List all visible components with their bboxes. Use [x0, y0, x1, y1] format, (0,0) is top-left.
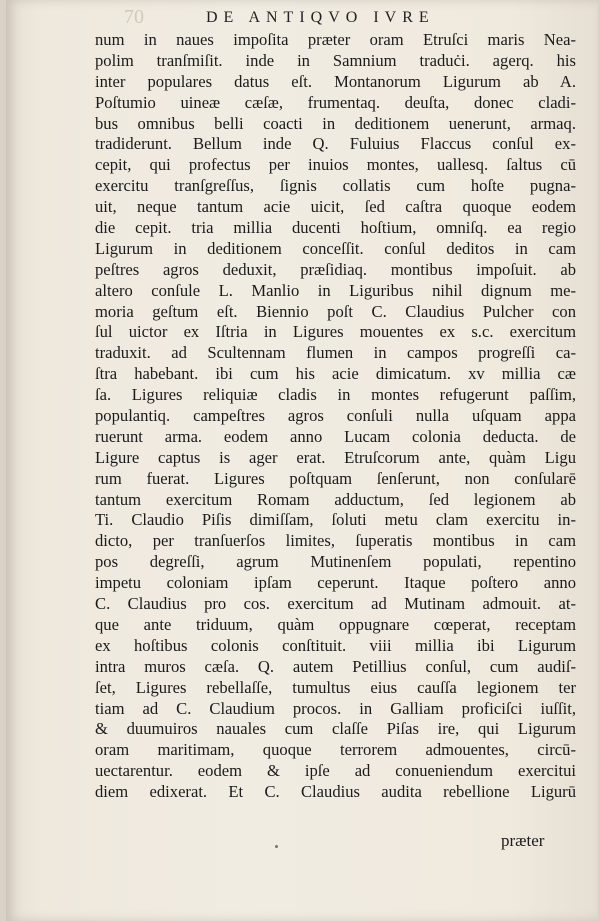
text-line: uit, neque tantum acie uicit, ſed caſtra quoque eodem — [95, 197, 576, 217]
text-line: tiam ad C. Claudium procos. in Galliam proficiſci iuſſit, — [95, 698, 576, 718]
body-text — [95, 30, 576, 803]
book-page — [6, 0, 598, 921]
text-line: uectarentur. eodem & ipſe ad conueniendum exercitui — [95, 761, 576, 781]
text-line: C. Claudius pro cos. exercitum ad Mutinam admouit. at- — [95, 594, 576, 614]
text-line: Ti. Claudio Piſis dimiſſam, ſoluti metu clam exercitu in- — [95, 510, 576, 530]
text-line: oram maritimam, quoque terrorem admouentes, circū- — [95, 740, 576, 760]
text-line: dicto, per tranſuerſos limites, ſuperatis montibus in cam — [95, 531, 576, 551]
catchword: præter — [501, 831, 545, 850]
text-line: que ante triduum, quàm oppugnare cœperat, receptam — [95, 614, 576, 634]
text-line: ſul uictor ex Iſtria in Ligures mouentes ex s.c. exercitum — [95, 322, 576, 342]
text-line: moria geſtum eſt. Biennio poſt C. Claudius Pulcher con — [95, 301, 576, 321]
text-line: tantum exercitum Romam adductum, ſed legionem ab — [95, 489, 576, 509]
text-line: inter populares datus eſt. Montanorum Ligurum ab A. — [95, 71, 576, 91]
text-line: altero conſule L. Manlio in Liguribus nihil dignum me- — [95, 280, 576, 300]
text-line: ſtra habebant. ibi cum his acie dimicatum. xv millia cæ — [95, 364, 576, 384]
text-line: Poſtumio uineæ cæſæ, frumentaq. deuſta, donec cladi- — [95, 92, 576, 112]
text-line: ſet, Ligures rebellaſſe, tumultus eius cauſſa legionem ter — [95, 677, 576, 697]
text-line: populantiq. campeſtres agros conſuli nulla uſquam appa — [95, 406, 576, 426]
text-line: exercitu tranſgreſſus, ſignis collatis cum hoſte pugna- — [95, 176, 576, 196]
text-line: ruerunt arma. eodem anno Lucam colonia deducta. de — [95, 426, 576, 446]
text-line: traduxit. ad Scultennam flumen in campos progreſſi ca- — [95, 343, 576, 363]
page-number: 70 — [124, 6, 144, 28]
text-line: pos degreſſi, agrum Mutinenſem populati, repentino — [95, 552, 576, 572]
text-line: die cepit. tria millia ducenti hoſtium, omniſq. ea regio — [95, 218, 576, 238]
text-line: Ligurum in deditionem conceſſit. conſul deditos in cam — [95, 238, 576, 258]
text-line: intra muros cæſa. Q. autem Petillius conſul, cum audiſ- — [95, 656, 576, 676]
text-line: rum fuerat. Ligures poſtquam ſenſerunt, non conſularē — [95, 468, 576, 488]
text-line: num in naues impoſita præter oram Etruſci maris Nea- — [95, 30, 576, 49]
text-line: cepit, qui profectus per inuios montes, uallesq. ſaltus cū — [95, 155, 576, 175]
text-line: bus omnibus belli coacti in deditionem uenerunt, armaq. — [95, 113, 576, 133]
text-line: & duumuiros nauales cum claſſe Piſas ire, qui Ligurum — [95, 719, 576, 739]
text-line: Ligure captus is ager erat. Etruſcorum ante, quàm Ligu — [95, 447, 576, 467]
text-line: ſa. Ligures reliquiæ cladis in montes refugerunt paſſim, — [95, 385, 576, 405]
text-line: ex hoſtibus colonis conſtituit. viii millia ibi Ligurum — [95, 635, 576, 655]
text-line: diem edixerat. Et C. Claudius audita rebellione Ligurū — [95, 782, 576, 802]
text-line: impetu coloniam ipſam ceperunt. Itaque poſtero anno — [95, 573, 576, 593]
ink-spot — [275, 845, 278, 848]
text-line: tradiderunt. Bellum inde Q. Fuluius Flaccus conſul ex- — [95, 134, 576, 154]
text-line: peſtres agros deduxit, præſidiaq. montibus impoſuit. ab — [95, 259, 576, 279]
running-head: DE ANTIQVO IVRE — [206, 9, 435, 26]
text-line: polim tranſmiſit. inde in Samnium traduċi. agerq. his — [95, 50, 576, 70]
